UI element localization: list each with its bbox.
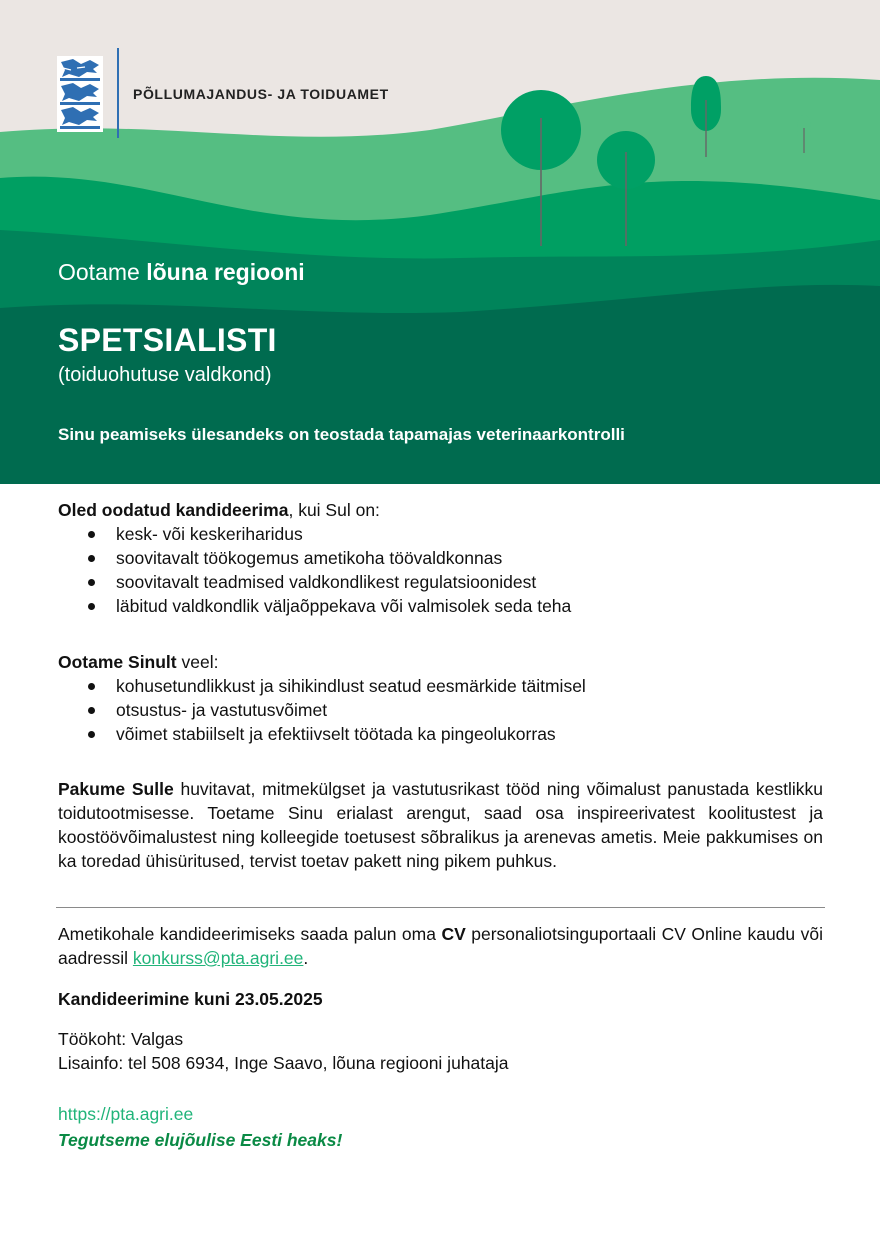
expectations-heading: Ootame Sinult veel:: [58, 652, 219, 672]
list-item: soovitavalt töökogemus ametikoha töövaldkonnas: [58, 546, 823, 570]
list-item: võimet stabiilselt ja efektiivselt töötada ka pingeolukorras: [58, 722, 823, 746]
landscape-illustration: [0, 0, 880, 484]
main-task: Sinu peamiseks ülesandeks on teostada tapamajas veterinaarkontrolli: [58, 425, 625, 444]
location: Töökoht: Valgas: [58, 1029, 184, 1049]
list-item: kohusetundlikkust ja sihikindlust seatud eesmärkide täitmisel: [58, 674, 823, 698]
website-link[interactable]: https://pta.agri.ee: [58, 1104, 194, 1124]
expectations-list: [58, 674, 823, 746]
list-item: läbitud valdkondlik väljaõppekava või valmisolek seda teha: [58, 594, 823, 618]
requirements-section: [58, 498, 823, 618]
apply-paragraph: Ametikohale kandideerimiseks saada palun oma CV personaliotsinguportaali CV Online kaudu või aadressil konkurss@pta.agri.ee.: [58, 924, 823, 968]
hero-banner: [0, 0, 880, 484]
divider: [56, 907, 825, 908]
invite-line: Ootame lõuna regiooni: [58, 259, 305, 285]
list-item: kesk- või keskeriharidus: [58, 522, 823, 546]
coat-of-arms-icon: [57, 56, 103, 132]
list-item: otsustus- ja vastutusvõimet: [58, 698, 823, 722]
contact-info: Lisainfo: tel 508 6934, Inge Saavo, lõuna regiooni juhataja: [58, 1053, 509, 1073]
deadline: Kandideerimine kuni 23.05.2025: [58, 989, 323, 1009]
list-item: soovitavalt teadmised valdkondlikest regulatsioonidest: [58, 570, 823, 594]
offer-paragraph: Pakume Sulle huvitavat, mitmekülgset ja vastutusrikast tööd ning võimalust panustada kestlikku toidutootmisesse. Toetame Sinu erialast arengut, saad osa inspireerivatest koolitustest ja koostöövõimalustest ning kolleegide toetusest sõbralikus ja arenevas ametis. Meie pakkumises on ka toredad ühisüritused, tervist toetav pakett ning pikem puhkus.: [58, 779, 823, 871]
motto: Tegutseme elujõulise Eesti heaks!: [58, 1130, 343, 1150]
page-subtitle: (toiduohutuse valdkond): [58, 364, 272, 386]
requirements-heading: Oled oodatud kandideerima, kui Sul on:: [58, 500, 380, 520]
logo-divider: [117, 48, 119, 138]
requirements-list: [58, 522, 823, 618]
expectations-section: [58, 650, 823, 746]
agency-logo: [57, 50, 389, 138]
email-link[interactable]: konkurss@pta.agri.ee: [132, 948, 304, 968]
agency-name: PÕLLUMAJANDUS- JA TOIDUAMET: [133, 86, 389, 102]
page-title: SPETSIALISTI: [58, 322, 277, 358]
